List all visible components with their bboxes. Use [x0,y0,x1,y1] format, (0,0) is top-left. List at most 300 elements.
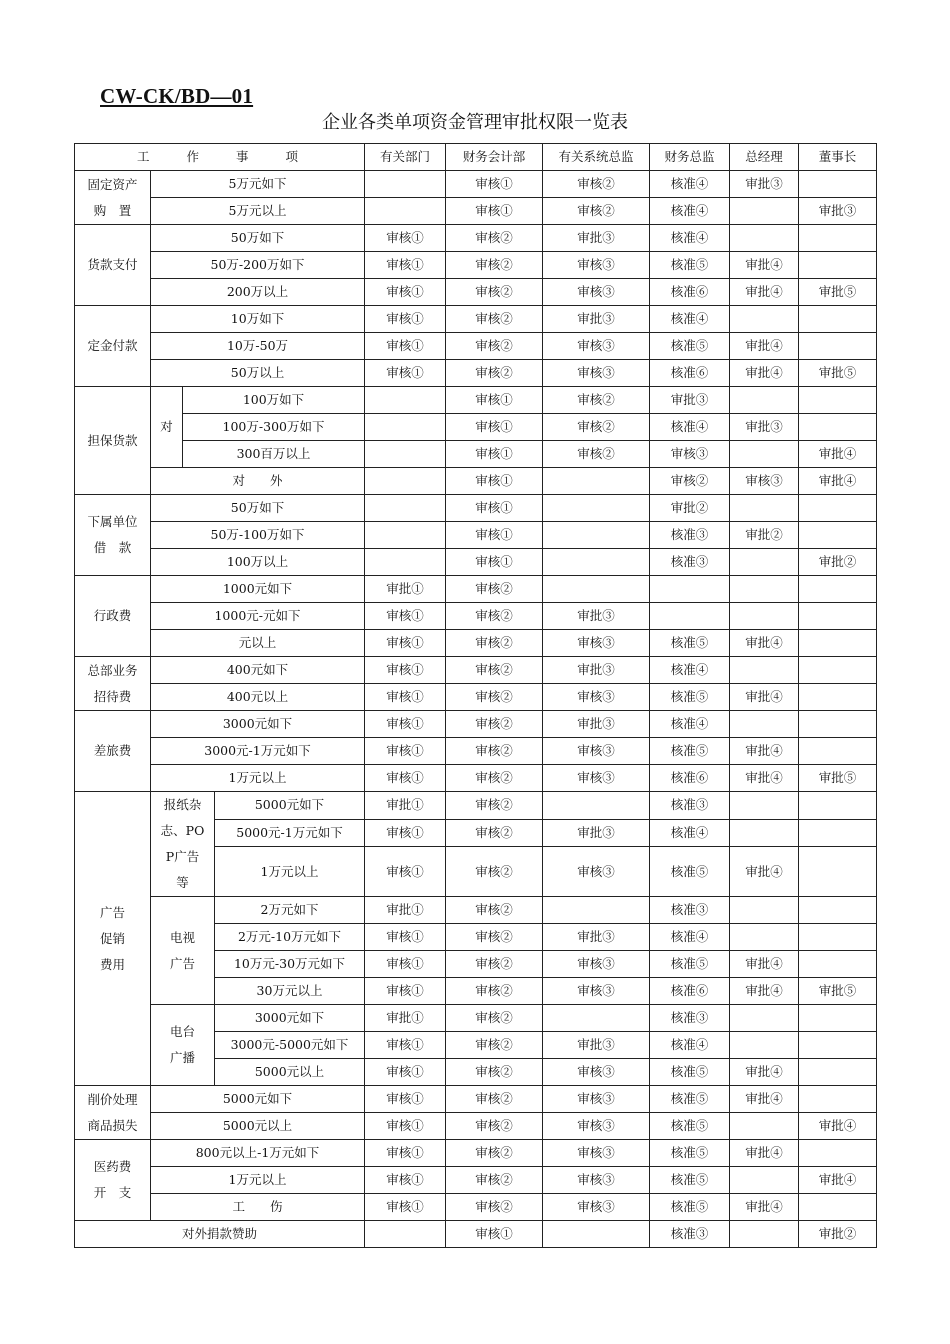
approval-cell [730,441,799,468]
item-cell: 5万元如下 [151,171,365,198]
approval-cell: 审核① [365,225,446,252]
approval-cell: 核准⑤ [650,630,730,657]
approval-cell [543,1005,650,1032]
table-row [75,495,877,522]
item-cell: 1000元如下 [151,576,365,603]
approval-cell [730,819,799,847]
approval-cell: 审批② [799,1221,877,1248]
approval-cell: 审核① [446,414,543,441]
approval-cell: 审核② [446,1194,543,1221]
approval-cell [365,495,446,522]
approval-cell [799,738,877,765]
approval-cell: 核准⑤ [650,1167,730,1194]
approval-cell [543,522,650,549]
approval-cell: 审核① [365,1140,446,1167]
subcategory-print: 报纸杂 志、PO P广告 等 [151,792,215,897]
approval-cell: 审核① [365,360,446,387]
approval-cell: 审核① [446,495,543,522]
approval-cell [799,847,877,897]
approval-cell: 审核① [365,738,446,765]
category-subsidiary-loan: 下属单位 借 款 [75,495,151,576]
approval-cell: 核准⑤ [650,1059,730,1086]
approval-cell: 审核① [446,171,543,198]
approval-cell [730,198,799,225]
approval-cell: 审核② [446,279,543,306]
approval-cell: 核准⑤ [650,1140,730,1167]
approval-cell: 审批⑤ [799,279,877,306]
table-row [75,1167,877,1194]
approval-cell [799,225,877,252]
approval-cell: 审批④ [730,951,799,978]
approval-cell [730,576,799,603]
approval-cell [799,1140,877,1167]
approval-cell: 核准⑤ [650,951,730,978]
item-cell: 3000元-1万元如下 [151,738,365,765]
approval-cell: 审核② [446,1086,543,1113]
table-row [75,198,877,225]
approval-cell: 核准④ [650,306,730,333]
header-cell: 董事长 [799,144,877,171]
item-cell: 50万-100万如下 [151,522,365,549]
approval-cell [799,1032,877,1059]
approval-cell: 核准④ [650,1032,730,1059]
approval-cell: 审批④ [730,738,799,765]
approval-cell: 核准④ [650,819,730,847]
approval-cell: 审批④ [730,1140,799,1167]
approval-cell: 审核① [365,657,446,684]
approval-cell: 核准④ [650,657,730,684]
approval-cell: 核准③ [650,792,730,820]
category-medical: 医药费 开 支 [75,1140,151,1221]
approval-cell: 核准⑤ [650,1194,730,1221]
item-cell: 3000元如下 [215,1005,365,1032]
header-cell: 财务总监 [650,144,730,171]
item-cell: 200万以上 [151,279,365,306]
approval-cell [365,468,446,495]
approval-cell [543,495,650,522]
approval-cell: 审核③ [543,978,650,1005]
approval-cell [543,897,650,924]
approval-cell: 审核③ [543,252,650,279]
table-row [75,657,877,684]
table-row [75,630,877,657]
item-cell: 300百万以上 [183,441,365,468]
approval-cell: 核准④ [650,198,730,225]
approval-cell [799,1194,877,1221]
approval-cell [730,711,799,738]
approval-cell: 审核② [650,468,730,495]
table-row [75,792,877,820]
item-cell: 30万元以上 [215,978,365,1005]
approval-cell: 审批② [650,495,730,522]
approval-cell: 核准③ [650,897,730,924]
item-cell: 10万-50万 [151,333,365,360]
approval-cell: 核准③ [650,522,730,549]
approval-cell: 审核① [365,279,446,306]
approval-cell: 审批① [365,576,446,603]
approval-cell: 审核① [365,978,446,1005]
approval-cell [730,1221,799,1248]
approval-cell: 审核① [365,252,446,279]
approval-cell: 核准⑤ [650,684,730,711]
approval-cell: 审核③ [543,1167,650,1194]
approval-cell: 审核② [446,1113,543,1140]
approval-cell [543,792,650,820]
approval-cell: 审核② [446,1059,543,1086]
approval-cell: 审批① [365,1005,446,1032]
approval-cell: 审核② [446,738,543,765]
approval-cell [799,897,877,924]
approval-cell: 核准⑥ [650,279,730,306]
table-row [75,1221,877,1248]
item-cell: 1万元以上 [151,1167,365,1194]
approval-cell: 审核② [446,711,543,738]
table-row [75,684,877,711]
approval-cell: 审核③ [543,333,650,360]
table-row [75,333,877,360]
approval-cell [365,522,446,549]
category-deposit: 定金付款 [75,306,151,387]
approval-cell [650,603,730,630]
approval-cell: 审批④ [730,1194,799,1221]
approval-cell: 审批④ [730,847,799,897]
approval-cell: 审核③ [543,738,650,765]
approval-cell: 审核① [365,684,446,711]
approval-cell [799,252,877,279]
table-row [75,468,877,495]
approval-table [74,143,877,1248]
approval-cell: 审核② [446,333,543,360]
approval-cell [365,387,446,414]
table-row [75,225,877,252]
approval-cell [543,549,650,576]
approval-cell [730,306,799,333]
approval-cell: 审核① [365,1194,446,1221]
table-row [75,1140,877,1167]
approval-cell: 核准⑥ [650,765,730,792]
item-cell: 50万以上 [151,360,365,387]
table-row [75,765,877,792]
category-travel: 差旅费 [75,711,151,792]
approval-cell: 核准④ [650,414,730,441]
approval-cell: 审批④ [730,360,799,387]
item-cell: 2万元如下 [215,897,365,924]
approval-cell: 审批④ [799,1167,877,1194]
table-row [75,441,877,468]
approval-cell: 核准③ [650,549,730,576]
table-row [75,1086,877,1113]
item-cell: 50万如下 [151,225,365,252]
approval-cell [650,576,730,603]
item-cell: 5000元以上 [151,1113,365,1140]
approval-cell: 审批① [365,897,446,924]
approval-cell: 审核② [446,225,543,252]
table-row [75,897,877,924]
approval-cell: 审核③ [543,360,650,387]
approval-cell: 核准④ [650,924,730,951]
approval-cell [365,414,446,441]
approval-cell: 审批④ [730,630,799,657]
approval-cell [543,468,650,495]
approval-cell [799,951,877,978]
approval-cell: 审核② [446,924,543,951]
header-cell: 总经理 [730,144,799,171]
item-cell: 1万元以上 [151,765,365,792]
approval-cell: 审核② [446,951,543,978]
table-row [75,549,877,576]
item-cell: 400元如下 [151,657,365,684]
approval-cell: 审批③ [543,819,650,847]
table-row [75,576,877,603]
approval-cell: 审核③ [543,951,650,978]
approval-cell: 审批③ [543,1032,650,1059]
approval-cell: 审核② [543,414,650,441]
approval-cell [730,225,799,252]
approval-cell: 核准⑤ [650,1113,730,1140]
approval-cell: 核准⑤ [650,252,730,279]
approval-cell: 审核① [365,603,446,630]
approval-cell: 审核① [446,198,543,225]
approval-cell: 审批③ [543,225,650,252]
approval-cell: 审批④ [730,252,799,279]
approval-cell [365,198,446,225]
approval-cell [730,792,799,820]
approval-cell [799,819,877,847]
table-row [75,279,877,306]
approval-cell: 审批④ [730,1059,799,1086]
approval-cell: 审核② [446,360,543,387]
approval-cell [730,603,799,630]
approval-cell: 核准⑤ [650,738,730,765]
approval-cell: 审核③ [543,1194,650,1221]
approval-cell [730,897,799,924]
approval-cell: 审批④ [799,1113,877,1140]
approval-cell: 审核① [365,819,446,847]
item-cell: 10万元-30万元如下 [215,951,365,978]
approval-cell: 审批⑤ [799,360,877,387]
approval-cell: 审批③ [650,387,730,414]
item-cell: 3000元如下 [151,711,365,738]
approval-cell: 审批③ [543,603,650,630]
approval-cell: 核准⑥ [650,360,730,387]
approval-cell: 审核③ [543,1059,650,1086]
approval-cell [799,522,877,549]
category-admin: 行政费 [75,576,151,657]
approval-cell [730,549,799,576]
approval-cell: 审核① [446,1221,543,1248]
item-cell: 10万如下 [151,306,365,333]
approval-cell: 审批④ [730,1086,799,1113]
item-cell: 5000元以上 [215,1059,365,1086]
approval-cell: 审批④ [730,978,799,1005]
approval-cell [799,924,877,951]
document-code: CW-CK/BD—01 [100,84,254,108]
approval-cell: 审批⑤ [799,978,877,1005]
approval-cell [799,1086,877,1113]
approval-cell: 审批③ [543,711,650,738]
approval-cell: 审批④ [730,333,799,360]
table-row [75,711,877,738]
approval-cell [799,495,877,522]
item-cell: 1000元-元如下 [151,603,365,630]
approval-cell [799,630,877,657]
approval-cell: 核准③ [650,1005,730,1032]
approval-cell [799,657,877,684]
approval-cell: 审核② [446,252,543,279]
header-item: 工 作 事 项 [75,144,365,171]
item-cell: 3000元-5000元如下 [215,1032,365,1059]
table-row [75,1113,877,1140]
approval-cell: 审核② [543,198,650,225]
table-row [75,1194,877,1221]
approval-cell: 审核① [365,1113,446,1140]
approval-cell: 审核② [446,1005,543,1032]
category-fixed-assets: 固定资产 购 置 [75,171,151,225]
approval-cell: 审核② [446,306,543,333]
table-row [75,360,877,387]
approval-cell: 审核① [446,522,543,549]
approval-cell: 审核② [446,1032,543,1059]
approval-cell: 审核① [446,549,543,576]
approval-cell: 审核② [446,603,543,630]
table-row [75,738,877,765]
item-cell: 对 外 [151,468,365,495]
subcategory-internal: 对 [151,387,183,468]
approval-cell [799,333,877,360]
approval-cell: 核准③ [650,1221,730,1248]
approval-cell: 审批③ [730,171,799,198]
item-cell: 100万以上 [151,549,365,576]
item-cell: 100万-300万如下 [183,414,365,441]
approval-cell: 审核① [446,441,543,468]
approval-cell [799,306,877,333]
approval-cell: 审核③ [543,847,650,897]
approval-cell [730,1167,799,1194]
approval-cell: 审核① [365,1086,446,1113]
approval-cell: 审批② [799,549,877,576]
approval-cell: 审核② [543,441,650,468]
approval-cell: 核准⑥ [650,978,730,1005]
approval-cell: 审核① [365,711,446,738]
document-title: 企业各类单项资金管理审批权限一览表 [322,112,628,133]
approval-cell: 审核② [446,630,543,657]
approval-cell: 审核② [446,1140,543,1167]
approval-cell: 审批④ [730,684,799,711]
category-advertising: 广告 促销 费用 [75,792,151,1086]
approval-cell [365,1221,446,1248]
approval-cell: 审核③ [543,1140,650,1167]
approval-cell: 审核③ [543,630,650,657]
item-cell: 5万元以上 [151,198,365,225]
table-row [75,387,877,414]
approval-cell [730,387,799,414]
approval-cell [730,1005,799,1032]
table-row [75,144,877,171]
approval-cell: 审核② [446,897,543,924]
table-row [75,522,877,549]
subcategory-tv: 电视 广告 [151,897,215,1005]
approval-cell: 审核② [446,792,543,820]
category-hq-entertainment: 总部业务 招待费 [75,657,151,711]
approval-cell: 审批④ [730,279,799,306]
approval-cell: 审核② [446,978,543,1005]
approval-cell: 审核① [365,630,446,657]
approval-cell: 审核② [446,657,543,684]
approval-cell: 审核③ [730,468,799,495]
approval-cell: 审核① [365,306,446,333]
approval-cell: 审批③ [730,414,799,441]
approval-cell [799,576,877,603]
approval-cell: 审核② [446,576,543,603]
approval-cell [365,549,446,576]
item-cell: 400元以上 [151,684,365,711]
approval-cell: 审核① [446,387,543,414]
approval-cell: 核准④ [650,171,730,198]
item-cell: 5000元如下 [215,792,365,820]
approval-cell: 审批⑤ [799,765,877,792]
table-row [75,1005,877,1032]
subcategory-radio: 电台 广播 [151,1005,215,1086]
table-row [75,603,877,630]
approval-cell [543,1221,650,1248]
approval-cell: 审核③ [543,684,650,711]
approval-cell: 审批③ [543,924,650,951]
approval-cell [799,171,877,198]
category-payment: 货款支付 [75,225,151,306]
item-cell: 800元以上-1万元如下 [151,1140,365,1167]
approval-cell: 审核② [543,171,650,198]
header-cell: 有关系统总监 [543,144,650,171]
approval-cell: 审核② [446,847,543,897]
approval-cell [730,1113,799,1140]
item-cell: 工 伤 [151,1194,365,1221]
approval-cell: 审核② [446,765,543,792]
table-row [75,306,877,333]
approval-cell: 审批③ [543,306,650,333]
table-row [75,414,877,441]
approval-cell [730,657,799,684]
approval-cell [799,387,877,414]
item-cell: 5000元如下 [151,1086,365,1113]
approval-cell [799,711,877,738]
approval-cell: 审核① [365,333,446,360]
item-cell: 50万如下 [151,495,365,522]
approval-cell: 审核② [446,1167,543,1194]
approval-cell: 审核③ [543,1113,650,1140]
approval-cell: 审核① [365,765,446,792]
category-discount-loss: 削价处理 商品损失 [75,1086,151,1140]
approval-cell [730,924,799,951]
approval-cell: 审批④ [799,441,877,468]
approval-cell [543,576,650,603]
approval-cell: 审核① [365,1032,446,1059]
approval-cell [799,603,877,630]
approval-cell: 审批④ [730,765,799,792]
approval-cell [730,1032,799,1059]
approval-cell [799,792,877,820]
header-cell: 财务会计部 [446,144,543,171]
approval-cell: 审核① [365,847,446,897]
approval-cell: 审批② [730,522,799,549]
table-row [75,171,877,198]
approval-cell [365,441,446,468]
approval-cell: 审核② [446,819,543,847]
approval-cell: 核准⑤ [650,1086,730,1113]
approval-cell [799,414,877,441]
approval-cell [799,684,877,711]
approval-cell: 审批③ [543,657,650,684]
item-cell: 5000元-1万元如下 [215,819,365,847]
